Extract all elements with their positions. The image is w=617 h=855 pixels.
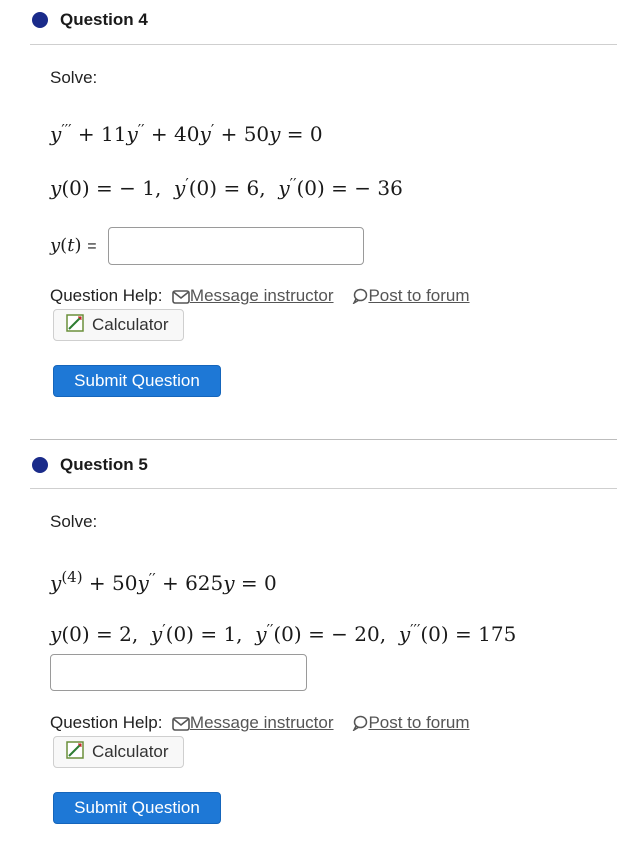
submit-question-button[interactable] (53, 792, 221, 824)
initial-conditions: y(0) = − 1, y′(0) = 6, y′′(0) = − 36 (50, 175, 403, 200)
question-help-label: Question Help: (50, 713, 163, 732)
section-divider (30, 439, 617, 440)
comment-icon (352, 288, 368, 309)
submit-label: Submit Question (74, 371, 200, 390)
differential-equation: y′′′ + 11y′′ + 40y′ + 50y = 0 (50, 121, 323, 146)
initial-conditions: y(0) = 2, y′(0) = 1, y′′(0) = − 20, y′′′(0) = 175 (50, 621, 517, 646)
calculator-icon (66, 314, 84, 337)
question-help (50, 286, 470, 309)
post-to-forum-link[interactable]: Post to forum (368, 713, 470, 732)
calculator-label: Calculator (92, 742, 169, 761)
calculator-button[interactable] (53, 736, 184, 768)
question-5-header (30, 455, 617, 475)
comment-icon (352, 715, 368, 736)
calculator-label: Calculator (92, 315, 169, 334)
answer-input[interactable] (50, 654, 307, 691)
submit-question-button[interactable] (53, 365, 221, 397)
message-instructor-link[interactable]: Message instructor (189, 713, 334, 732)
answer-input[interactable] (108, 227, 364, 265)
post-to-forum-link[interactable]: Post to forum (368, 286, 470, 305)
differential-equation: $y^{(4)} + 50y'' + 625y = 0$ (50, 568, 277, 595)
divider (30, 44, 617, 45)
question-status-icon (32, 457, 48, 473)
answer-label: y(t) = (50, 235, 97, 256)
question-help-label: Question Help: (50, 286, 163, 305)
question-prompt: Solve: (50, 68, 98, 87)
envelope-icon (172, 716, 190, 736)
divider (30, 488, 617, 489)
question-prompt: Solve: (50, 512, 98, 531)
question-4-header (30, 10, 617, 30)
question-status-icon (32, 12, 48, 28)
calculator-button[interactable] (53, 309, 184, 341)
calculator-icon (66, 741, 84, 764)
question-help (50, 713, 470, 736)
message-instructor-link[interactable]: Message instructor (189, 286, 334, 305)
envelope-icon (172, 289, 190, 309)
submit-label: Submit Question (74, 798, 200, 817)
question-title: Question 5 (60, 455, 148, 474)
question-title: Question 4 (60, 10, 148, 29)
